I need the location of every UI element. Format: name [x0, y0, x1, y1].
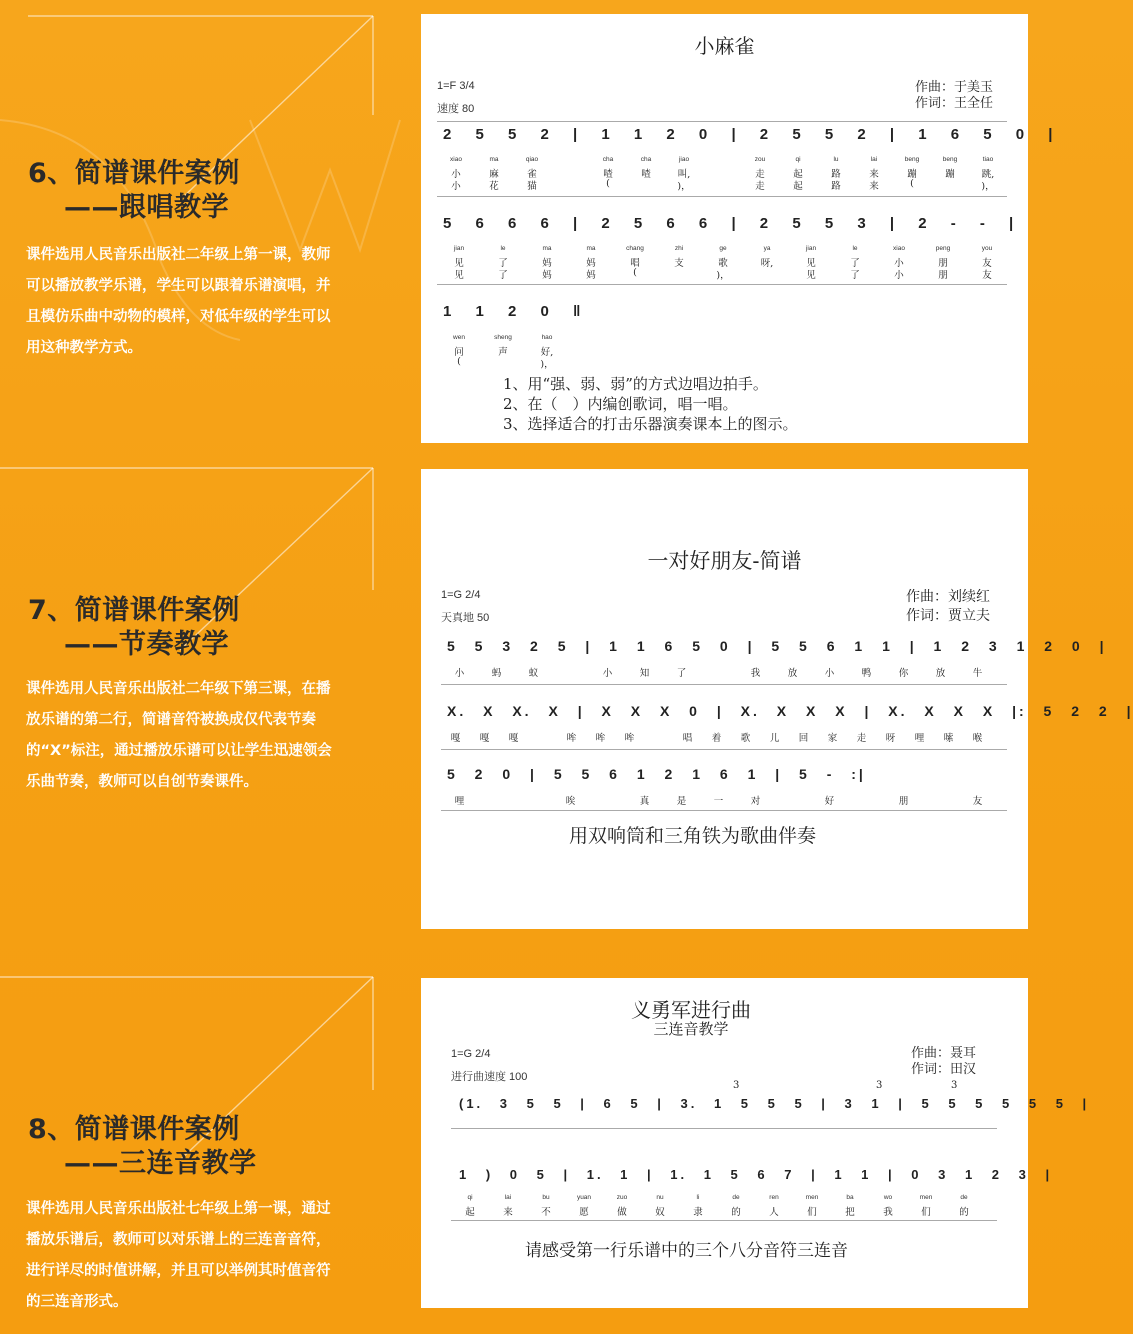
- lyric-cell: 我: [883, 1207, 893, 1218]
- lyric-cell: bu: [542, 1194, 550, 1201]
- instruction: 请感受第一行乐谱中的三个八分音符三连音: [525, 1241, 848, 1261]
- time-signature: 2/4: [465, 589, 481, 601]
- lyric-cell: zou: [754, 156, 766, 163]
- lyric-cell: wo: [883, 1194, 893, 1201]
- lyric-cell: 放: [787, 668, 798, 679]
- lyric-cell: 做: [617, 1207, 627, 1218]
- key-signature: 1=G 2/4: [451, 1048, 491, 1060]
- lyric-cell: de: [960, 1194, 968, 1201]
- lyricist: 作词：贾立夫: [906, 608, 990, 624]
- notes-row-1: 2 5 5 2 | 1 1 2 0 | 2 5 5 2 | 1 6 5 0 |: [443, 126, 1056, 143]
- lyric-cell: 支: [674, 258, 684, 269]
- notes-row-1: 5 5 3 2 5 | 1 1 6 5 0 | 5 5 6 1 1 | 1 2 3 1 2 0 |: [447, 638, 1107, 654]
- lyric-cell: [703, 156, 741, 163]
- lyric-cell: 了: [498, 270, 508, 281]
- lyric-cell: le: [852, 245, 858, 252]
- lyric-cell: [703, 178, 741, 192]
- lyric-cell: 唱: [630, 258, 640, 269]
- lyric-cell: 你: [898, 668, 909, 679]
- lyric-cell: [848, 793, 885, 807]
- lyrics-row-3b: [437, 356, 569, 370]
- lyric-cell: 友: [972, 796, 983, 807]
- lyric-cell: 见: [454, 270, 464, 281]
- section-7-title: 7、简谱课件案例: [28, 595, 240, 626]
- lyric-cell: 奴: [655, 1207, 665, 1218]
- lyric-cell: 来: [503, 1207, 513, 1218]
- section-8-description: 课件选用人民音乐出版社七年级上第一课，通过播放乐谱后，教师可以对乐谱上的三连音音符，进行详尽的时值讲解，并且可以举例其时值音符的三连音形式。: [26, 1201, 331, 1310]
- lyric-cell: 了: [676, 668, 687, 679]
- instruction: 用双响筒和三角铁为歌曲伴奏: [569, 825, 817, 847]
- lyric-cell: zhi: [674, 245, 684, 252]
- lyric-cell: 小: [451, 169, 461, 180]
- triplet-mark-3: 3: [951, 1080, 958, 1091]
- pinyin-row-2: [437, 245, 1009, 252]
- lyric-cell: 小: [824, 668, 835, 679]
- lyric-cell: 好: [824, 796, 835, 807]
- lyric-cell: 友: [982, 270, 992, 281]
- lyric-cell: le: [500, 245, 506, 252]
- lyric-cell: 们: [807, 1207, 817, 1218]
- lyric-cell: 歌: [740, 733, 751, 744]
- lyric-cell: 小: [451, 181, 461, 192]
- lyric-cell: [657, 267, 701, 281]
- lyric-cell: hao: [541, 334, 553, 341]
- lyric-cell: (: [606, 178, 610, 189]
- lyric-cell: ge: [719, 245, 727, 252]
- time-signature: 3/4: [459, 80, 475, 92]
- lyric-cell: 们: [921, 1207, 931, 1218]
- section-6-heading: [28, 157, 240, 225]
- lyric-cell: (: [633, 267, 637, 278]
- lyric-cell: 儿: [769, 733, 780, 744]
- lyric-cell: xiao: [893, 245, 905, 252]
- lyric-cell: you: [981, 245, 993, 252]
- score-sheet-xiaomaque: [421, 14, 1056, 443]
- lyric-cell: ma: [542, 245, 552, 252]
- lyric-cell: 的: [731, 1207, 741, 1218]
- lyric-cell: 哞: [595, 733, 606, 744]
- lyric-cell: jian: [453, 245, 465, 252]
- lyric-cell: li: [696, 1194, 700, 1201]
- lyric-cell: [700, 665, 737, 679]
- lyric-cell: cha: [602, 156, 614, 163]
- lyric-cell: 小: [894, 270, 904, 281]
- lyric-cell: 小: [894, 258, 904, 269]
- lyric-cell: 蹦: [945, 169, 955, 180]
- section-6-title: 6、简谱课件案例: [28, 158, 240, 189]
- lyric-cell: 蚁: [528, 668, 539, 679]
- lyric-cell: 起: [465, 1207, 475, 1218]
- notes-row-2: X. X X. X | X X X 0 | X. X X X | X. X X X |: 5 2 2 |: [447, 703, 1133, 719]
- notes-row-2: 5 6 6 6 | 2 5 6 6 | 2 5 5 3 | 2 - - |: [443, 215, 1017, 232]
- key-signature: 1=G 2/4: [441, 589, 481, 601]
- lyric-cell: chang: [626, 245, 644, 252]
- lyric-cell: [931, 178, 969, 192]
- tempo: 天真地 50: [441, 612, 490, 624]
- key-signature: 1=F 3/4: [437, 80, 475, 92]
- score-sheet-yiduihaopengyou: [421, 469, 1133, 929]
- lyric-cell: lu: [833, 156, 839, 163]
- lyric-cell: 蚂: [491, 668, 502, 679]
- lyric-cell: tiao: [982, 156, 994, 163]
- lyric-cell: 回: [798, 733, 809, 744]
- lyric-cell: [481, 356, 525, 370]
- lyric-cell: [644, 730, 673, 744]
- triplet-mark-1: 3: [733, 1080, 740, 1091]
- lyric-cell: 走: [856, 733, 867, 744]
- instruction-1: 1、用“强、弱、弱”的方式边唱边拍手。: [503, 375, 768, 393]
- lyric-cell: beng: [942, 156, 958, 163]
- lyric-cell: 哞: [624, 733, 635, 744]
- lyric-cell: 妈: [586, 258, 596, 269]
- lyric-cell: 见: [806, 270, 816, 281]
- section-7-description: 课件选用人民音乐出版社二年级下第三课，在播放乐谱的第二行，简谱音符被换成仅代表节奏的“X”标注，通过播放乐谱可以让学生迅速领会乐曲节奏，教师可以自创节奏课件。: [26, 681, 332, 790]
- lyric-cell: 路: [831, 169, 841, 180]
- lyric-cell: 唉: [565, 796, 576, 807]
- score-title: 义勇军进行曲: [631, 998, 751, 1022]
- lyric-cell: 叫,: [677, 169, 691, 180]
- lyric-cell: (: [457, 356, 461, 367]
- lyric-cell: 起: [793, 169, 803, 180]
- lyric-cell: cha: [640, 156, 652, 163]
- composer: 作曲：于美玉: [915, 80, 994, 95]
- lyric-cell: 蹦: [907, 169, 917, 180]
- lyric-cell: 的: [959, 1207, 969, 1218]
- lyric-cell: 知: [639, 668, 650, 679]
- lyricist: 作词：田汉: [911, 1062, 977, 1077]
- lyric-cell: [627, 178, 665, 192]
- lyric-cell: 妈: [586, 270, 596, 281]
- lyric-cell: 花: [489, 181, 499, 192]
- lyric-cell: [528, 730, 557, 744]
- lyric-cell: 喳: [641, 169, 651, 180]
- lyric-cell: 放: [935, 668, 946, 679]
- lyricist: 作词：王全任: [915, 96, 994, 111]
- lyric-cell: peng: [935, 245, 951, 252]
- lyric-cell: 了: [498, 258, 508, 269]
- lyric-cell: men: [805, 1194, 819, 1201]
- tempo: 进行曲速度 100: [451, 1071, 528, 1083]
- pinyin-row-3: [437, 334, 569, 341]
- lyrics-row-2b: [437, 267, 1009, 281]
- pinyin-row-1: [437, 156, 1007, 163]
- lyric-cell: [515, 793, 552, 807]
- lyric-cell: 家: [827, 733, 838, 744]
- lyrics-row-3: [441, 793, 996, 807]
- triplet-mark-2: 3: [876, 1080, 883, 1091]
- lyric-cell: 走: [755, 169, 765, 180]
- section-8-title: 8、简谱课件案例: [28, 1114, 240, 1145]
- lyric-cell: [552, 665, 589, 679]
- lyric-cell: ma: [586, 245, 596, 252]
- lyric-cell: 对: [750, 796, 761, 807]
- lyric-cell: [774, 793, 811, 807]
- lyric-cell: 声: [498, 347, 508, 358]
- lyric-cell: 把: [845, 1207, 855, 1218]
- lyric-cell: 嘎: [508, 733, 519, 744]
- lyric-cell: (: [910, 178, 914, 189]
- lyrics-row-1b: [437, 178, 1007, 192]
- notes-row-3: 5 2 0 | 5 5 6 1 2 1 6 1 | 5 - :|: [447, 766, 866, 782]
- score-sheet-yiyongjun: [421, 978, 1090, 1308]
- lyric-cell: )，: [677, 181, 691, 192]
- lyric-cell: 好,: [540, 347, 554, 358]
- lyric-cell: ma: [489, 156, 499, 163]
- section-6-subtitle: ——跟唱教学: [64, 192, 229, 223]
- lyric-cell: 朋: [938, 258, 948, 269]
- lyric-cell: [589, 793, 626, 807]
- lyric-cell: 跳,: [981, 169, 995, 180]
- lyric-cell: de: [732, 1194, 740, 1201]
- lyric-cell: 嗦: [943, 733, 954, 744]
- score-title: 一对好朋友-简谱: [647, 549, 802, 573]
- lyric-cell: 朋: [898, 796, 909, 807]
- lyric-cell: 一: [713, 796, 724, 807]
- lyric-cell: xiao: [450, 156, 462, 163]
- lyric-cell: men: [919, 1194, 933, 1201]
- lyric-cell: 不: [541, 1207, 551, 1218]
- lyric-cell: )，: [540, 359, 554, 370]
- lyric-cell: beng: [904, 156, 920, 163]
- lyric-cell: 妈: [542, 270, 552, 281]
- lyric-cell: 路: [831, 181, 841, 192]
- lyrics-row-2: [451, 1204, 983, 1218]
- lyric-cell: 嘎: [479, 733, 490, 744]
- lyric-cell: yuan: [576, 1194, 592, 1201]
- lyric-cell: 是: [676, 796, 687, 807]
- lyric-cell: 喳: [603, 169, 613, 180]
- lyric-cell: 真: [639, 796, 650, 807]
- lyric-cell: 牛: [972, 668, 983, 679]
- lyric-cell: [745, 267, 789, 281]
- lyric-cell: 见: [806, 258, 816, 269]
- lyric-cell: [922, 793, 959, 807]
- lyric-cell: [478, 793, 515, 807]
- notes-row-3: 1 1 2 0 ‖: [443, 303, 584, 320]
- notes-row-2: 1 ) 0 5 | 1. 1 | 1. 1 5 6 7 | 1 1 | 0 3 1 2 3 |: [459, 1167, 1053, 1182]
- lyric-cell: 来: [869, 169, 879, 180]
- lyric-cell: 见: [454, 258, 464, 269]
- lyric-cell: lai: [504, 1194, 512, 1201]
- lyrics-row-1: [441, 665, 996, 679]
- pinyin-row-2: [451, 1194, 983, 1201]
- lyric-cell: 来: [869, 181, 879, 192]
- lyric-cell: 愿: [579, 1207, 589, 1218]
- lyric-cell: 呀,: [760, 258, 774, 269]
- lyric-cell: 唱: [682, 733, 693, 744]
- lyric-cell: 麻: [489, 169, 499, 180]
- lyric-cell: 着: [711, 733, 722, 744]
- lyric-cell: 呀: [885, 733, 896, 744]
- lyric-cell: 歌: [718, 258, 728, 269]
- lyric-cell: nu: [656, 1194, 664, 1201]
- time-signature: 2/4: [475, 1048, 491, 1060]
- lyric-cell: 了: [850, 270, 860, 281]
- lyric-cell: 隶: [693, 1207, 703, 1218]
- lyric-cell: lai: [870, 156, 878, 163]
- lyric-cell: 喉: [972, 733, 983, 744]
- lyric-cell: 友: [982, 258, 992, 269]
- lyric-cell: 哩: [914, 733, 925, 744]
- lyric-cell: wen: [453, 334, 465, 341]
- score-title: 小麻雀: [694, 34, 755, 58]
- lyric-cell: 人: [769, 1207, 779, 1218]
- section-7-heading: [28, 594, 240, 662]
- lyric-cell: zuo: [616, 1194, 628, 1201]
- lyric-cell: qi: [467, 1194, 473, 1201]
- lyric-cell: jiao: [678, 156, 690, 163]
- section-6-description: 课件选用人民音乐出版社二年级上第一课，教师可以播放教学乐谱，学生可以跟着乐谱演唱，并且模仿乐曲中动物的模样，对低年级的学生可以用这种教学方式。: [26, 247, 331, 356]
- lyric-cell: 小: [454, 668, 465, 679]
- lyric-cell: ren: [769, 1194, 779, 1201]
- score-subtitle: 三连音教学: [653, 1020, 729, 1038]
- lyric-cell: 了: [850, 258, 860, 269]
- lyric-cell: jian: [805, 245, 817, 252]
- lyric-cell: sheng: [494, 334, 512, 341]
- lyric-cell: )，: [981, 181, 995, 192]
- lyric-cell: )，: [716, 270, 730, 281]
- lyric-cell: 问: [454, 347, 464, 358]
- lyric-cell: [551, 178, 589, 192]
- lyric-cell: 鸭: [861, 668, 872, 679]
- instruction-2: 2、在（ ）内编创歌词，唱一唱。: [503, 395, 738, 413]
- lyric-cell: 哞: [566, 733, 577, 744]
- section-8-subtitle: ——三连音教学: [64, 1148, 257, 1179]
- lyric-cell: [551, 156, 589, 163]
- lyric-cell: 妈: [542, 258, 552, 269]
- composer: 作曲：刘续红: [906, 589, 990, 605]
- lyric-cell: 雀: [527, 169, 537, 180]
- section-7-subtitle: ——节奏教学: [64, 629, 229, 660]
- instruction-3: 3、选择适合的打击乐器演奏课本上的图示。: [503, 415, 798, 433]
- lyric-cell: qi: [795, 156, 801, 163]
- lyric-cell: 小: [602, 668, 613, 679]
- lyrics-row-2: [441, 730, 992, 744]
- lyric-cell: 朋: [938, 270, 948, 281]
- lyric-cell: 起: [793, 181, 803, 192]
- lyric-cell: 哩: [454, 796, 465, 807]
- lyric-cell: 猫: [527, 181, 537, 192]
- notes-row-1: (1. 3 5 5 | 6 5 | 3. 1 5 5 5 | 3 1 | 5 5 5 5 5 5 |: [459, 1096, 1090, 1111]
- lyric-cell: ba: [846, 1194, 854, 1201]
- tempo: 速度 80: [437, 103, 475, 115]
- lyric-cell: 我: [750, 668, 761, 679]
- section-8-heading: [28, 1113, 257, 1181]
- lyric-cell: 走: [755, 181, 765, 192]
- composer: 作曲：聂耳: [911, 1046, 977, 1061]
- lyric-cell: 嘎: [450, 733, 461, 744]
- lyric-cell: ya: [763, 245, 771, 252]
- lyric-cell: qiao: [525, 156, 539, 163]
